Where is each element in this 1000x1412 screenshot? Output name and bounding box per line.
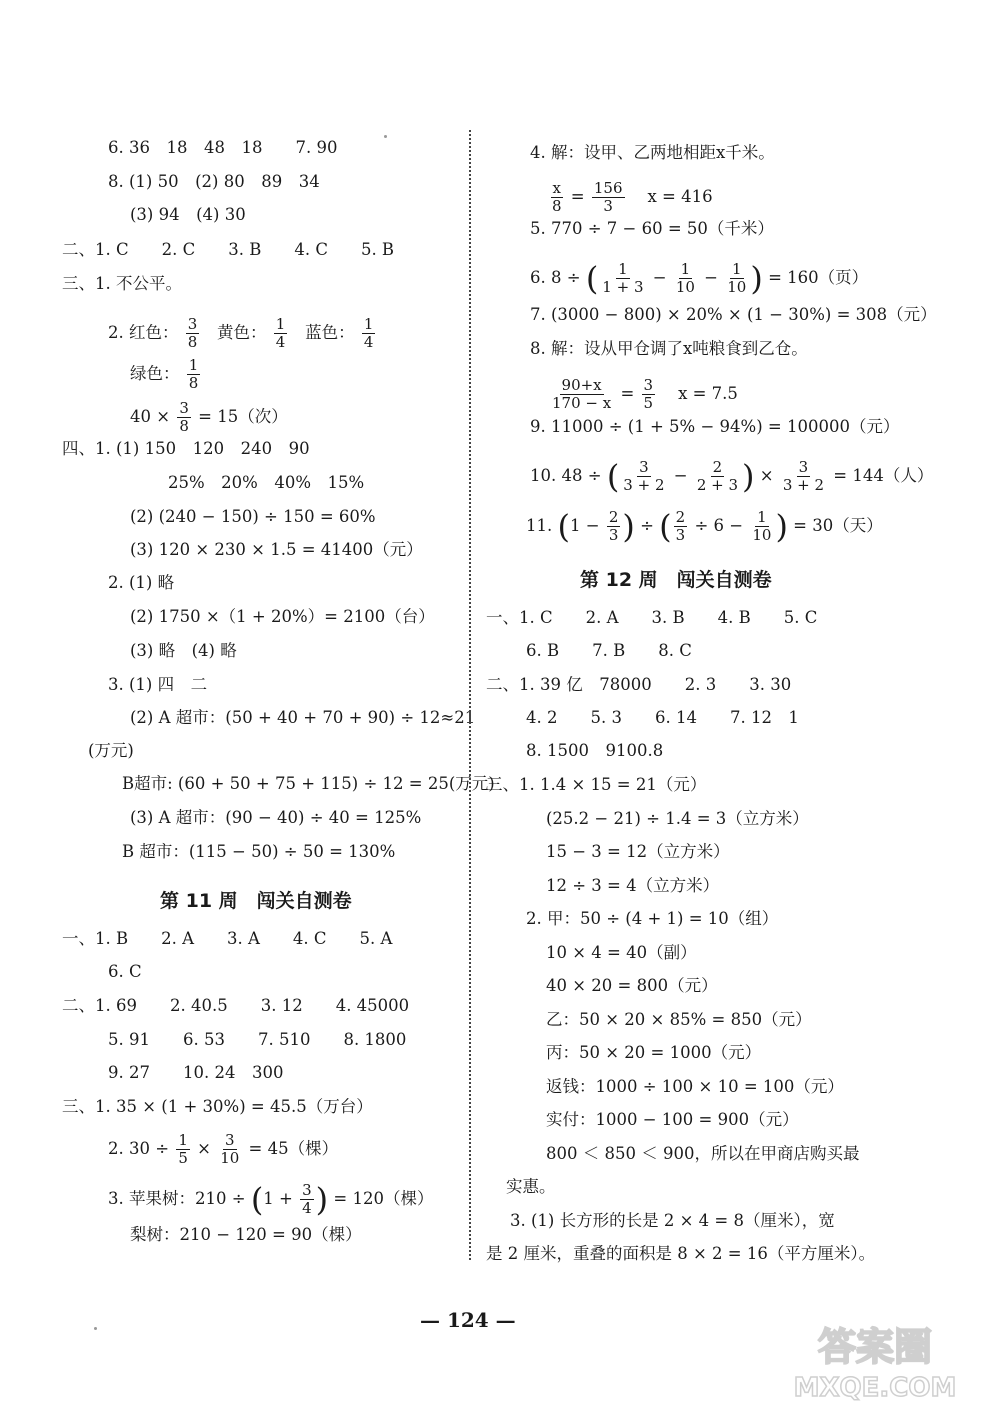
fraction: $\frac{1}{8}$ [188, 356, 199, 392]
fraction: $\frac{3}{8}$ [179, 399, 189, 435]
answer-line: (万元) [88, 741, 134, 760]
answer-line: (3) A 超市：(90 − 40) ÷ 40 = 125% [130, 808, 422, 827]
answer-line: 40 × $\frac{3}{8}$ = 15（次） [130, 399, 288, 435]
answer-line: (2) 1750 ×（1 + 20%）= 2100（台） [130, 607, 435, 626]
answer-line: 二、1. 39 亿 78000 2. 3 3. 30 [486, 675, 792, 694]
answer-line: 三、1. 不公平。 [62, 274, 182, 293]
fraction: $\frac{3}{8}$ [187, 315, 198, 351]
answer-line: 乙：50 × 20 × 85% = 850（元） [546, 1010, 812, 1029]
fraction: $\frac{2}{3}$ [608, 508, 619, 544]
label-blue: 蓝色： [305, 323, 355, 342]
answer-line: (3) 94 (4) 30 [130, 205, 246, 224]
answer-line: 4. 2 5. 3 6. 14 7. 12 1 [526, 708, 799, 727]
answer-line: 三、1. 1.4 × 15 = 21（元） [486, 775, 707, 794]
fraction: $\frac{1}{4}$ [363, 315, 374, 351]
scan-speck [384, 135, 387, 138]
answer-line: $\frac{90+x}{170 - x}$ = $\frac{3}{5}$ x = 7.5 [552, 376, 738, 412]
answer-line: 6. C [108, 962, 142, 981]
fraction: $\frac{1}{1 + 3}$ [602, 260, 644, 296]
watermark-logo [760, 1318, 990, 1403]
answer-line: 三、1. 35 × (1 + 30%) = 45.5（万台） [62, 1097, 373, 1116]
fraction: $\frac{2}{2 + 3}$ [696, 458, 739, 494]
answer-line: 梨树：210 − 120 = 90（棵） [130, 1225, 362, 1244]
answer-line: (25.2 − 21) ÷ 1.4 = 3（立方米） [546, 809, 809, 828]
label-green: 绿色： [130, 364, 180, 383]
answer-line: 8. 1500 9100.8 [526, 741, 664, 760]
answer-line: (2) A 超市：(50 + 40 + 70 + 90) ÷ 12≈21 [130, 708, 476, 727]
fraction: $\frac{1}{10}$ [752, 508, 772, 544]
answer-line: $\frac{x}{8}$ = $\frac{156}{3}$ x = 416 [552, 179, 713, 215]
svg-text:答案圈: 答案圈 [817, 1325, 933, 1369]
svg-text:MXQE.COM: MXQE.COM [793, 1373, 957, 1403]
answer-line: 5. 91 6. 53 7. 510 8. 1800 [108, 1030, 407, 1049]
scan-speck [94, 1327, 97, 1330]
answer-line: 40 × 20 = 800（元） [546, 976, 718, 995]
fraction: $\frac{1}{10}$ [727, 260, 747, 296]
answer-line: 3. (1) 长方形的长是 2 × 4 = 8（厘米），宽 [510, 1211, 835, 1230]
answer-line: 9. 27 10. 24 300 [108, 1063, 284, 1082]
answer-line: 一、1. C 2. A 3. B 4. B 5. C [486, 608, 818, 627]
answer-line: 6. 36 18 48 18 7. 90 [108, 138, 338, 157]
answer-line: 4. 解：设甲、乙两地相距x千米。 [530, 143, 775, 162]
page-number: — 124 — [420, 1308, 516, 1332]
answer-line: 二、1. C 2. C 3. B 4. C 5. B [62, 240, 395, 259]
answer-line: 15 − 3 = 12（立方米） [546, 842, 730, 861]
answer-line: 12 ÷ 3 = 4（立方米） [546, 876, 720, 895]
answer-line: 11. (1 − $\frac{2}{3}$ ) ÷ ( $\frac{2}{3}$ ÷ 6 − $\frac{1}{10}$ ) = 30（天） [526, 507, 883, 546]
label-red: 2. 红色： [108, 323, 179, 342]
fraction: $\frac{90+x}{170 - x}$ [552, 376, 612, 412]
answer-line: 2. (1) 略 [108, 573, 175, 592]
answer-line: 6. B 7. B 8. C [526, 641, 692, 660]
answer-line: 8. (1) 50 (2) 80 89 34 [108, 172, 320, 191]
answer-line: 25% 20% 40% 15% [168, 473, 365, 492]
answer-line: 3. 苹果树：210 ÷ (1 + $\frac{3}{4}$ ) = 120（棵） [108, 1180, 434, 1219]
answer-line: 8. 解：设从甲仓调了x吨粮食到乙仓。 [530, 339, 808, 358]
fraction: $\frac{3}{3 + 2}$ [623, 458, 665, 494]
answer-line: 2. 30 ÷ $\frac{1}{5}$ × $\frac{3}{10}$ = 45（棵） [108, 1131, 339, 1167]
fraction: $\frac{1}{10}$ [675, 260, 695, 296]
fraction: $\frac{3}{3 + 2}$ [782, 458, 825, 494]
answer-line: 是 2 厘米，重叠的面积是 8 × 2 = 16（平方厘米）。 [486, 1244, 876, 1263]
answer-line: 6. 8 ÷ ( $\frac{1}{1 + 3}$ − $\frac{1}{10}$ − $\frac{1}{10}$ ) = 160（页） [530, 259, 869, 298]
answer-line: B 超市：(115 − 50) ÷ 50 = 130% [122, 842, 396, 861]
answer-line [130, 357, 202, 392]
fraction: $\frac{3}{5}$ [643, 376, 654, 412]
answer-line: 2. 甲：50 ÷ (4 + 1) = 10（组） [526, 909, 779, 928]
fraction: $\frac{1}{4}$ [275, 315, 286, 351]
label-yellow: 黄色： [217, 323, 267, 342]
answer-line: 返钱：1000 ÷ 100 × 10 = 100（元） [546, 1077, 844, 1096]
answer-line: 实付：1000 − 100 = 900（元） [546, 1110, 799, 1129]
column-divider [469, 130, 471, 1260]
watermark-graphic [760, 1318, 990, 1403]
answer-line: 二、1. 69 2. 40.5 3. 12 4. 45000 [62, 996, 410, 1015]
fraction: $\frac{3}{4}$ [302, 1181, 312, 1217]
answer-line: 9. 11000 ÷ (1 + 5% − 94%) = 100000（元） [530, 417, 900, 436]
fraction: $\frac{2}{3}$ [675, 508, 686, 544]
answer-line: 丙：50 × 20 = 1000（元） [546, 1043, 762, 1062]
section-title-week-12: 第 12 周 闯关自测卷 [580, 569, 772, 591]
answer-line: 5. 770 ÷ 7 − 60 = 50（千米） [530, 219, 774, 238]
answer-line [108, 316, 377, 351]
fraction: $\frac{156}{3}$ [593, 179, 623, 215]
answer-line: (3) 略 (4) 略 [130, 641, 237, 660]
section-title-week-11: 第 11 周 闯关自测卷 [160, 890, 352, 912]
answer-line: 10 × 4 = 40（副） [546, 943, 697, 962]
fraction: $\frac{3}{10}$ [220, 1131, 240, 1167]
answer-line: 3. (1) 四 二 [108, 675, 208, 694]
answer-line: B超市: (60 + 50 + 75 + 115) ÷ 12 = 25(万元) [122, 774, 495, 793]
answer-line: 800 ＜ 850 ＜ 900，所以在甲商店购买最 [546, 1144, 860, 1163]
answer-line: 四、1. (1) 150 120 240 90 [62, 439, 310, 458]
answer-line: 7. (3000 − 800) × 20% × (1 − 30%) = 308（元） [530, 305, 937, 324]
answer-line: 实惠。 [506, 1177, 556, 1196]
fraction: $\frac{1}{5}$ [178, 1131, 188, 1167]
answer-line: (2) (240 − 150) ÷ 150 = 60% [130, 507, 376, 526]
answer-line: 10. 48 ÷ ( $\frac{3}{3 + 2}$ − $\frac{2}{2 + 3}$ ) × $\frac{3}{3 + 2}$ = 144（人） [530, 457, 934, 496]
answer-line: (3) 120 × 230 × 1.5 = 41400（元） [130, 540, 423, 559]
fraction: $\frac{x}{8}$ [552, 179, 562, 215]
answer-line: 一、1. B 2. A 3. A 4. C 5. A [62, 929, 393, 948]
